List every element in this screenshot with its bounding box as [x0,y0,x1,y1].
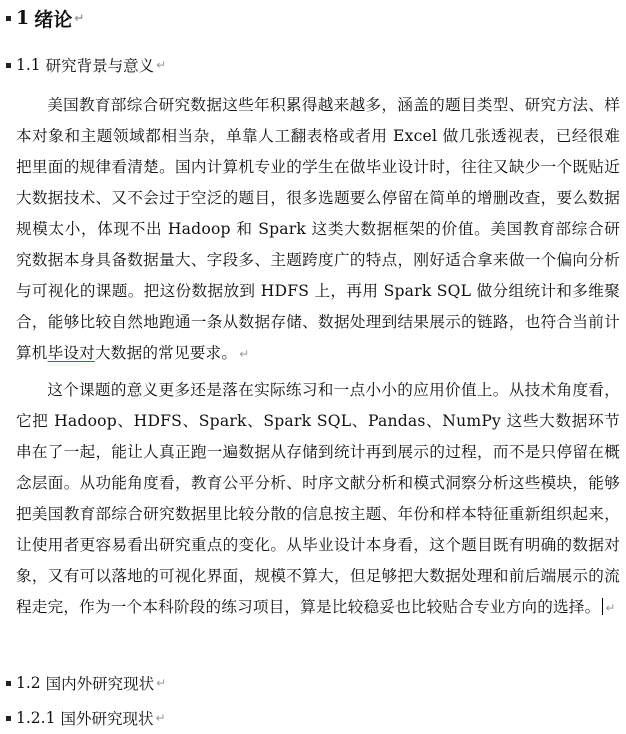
heading-bullet-icon [6,63,11,68]
heading-title: 绪论 [34,8,73,31]
underlined-text: 毕设对 [47,344,95,362]
paragraph-text: 这个课题的意义更多还是落在实际练习和一点小小的应用价值上。从技术角度看，它把 Hadoop、HDFS、Spark、Spark SQL、Pandas、NumPy 这些大数据环节串在了一起，能让人真正跑一遍数据从存储到统计再到展示的过程，而不是只停留在概念层面。从功能角度看，教育公平分析、时序文献分析和模式洞察分析这些模块，能够把美国教育部综合研究数据里比较分散的信息按主题、年份和样本特征重新组织起来，让使用者更容易看出研究重点的变化。从毕业设计本身看，这个题目既有明确的数据对象，又有可以落地的可视化界面，规模不算大，但足够把大数据处理和前后端展示的流程走完，作为一个本科阶段的练习项目，算是比较稳妥也比较贴合专业方向的选择。 [16,381,620,616]
heading-number: 1 [16,7,30,29]
heading-title: 国内外研究现状 [45,675,155,693]
heading-1-2-research-status[interactable] [0,670,166,696]
heading-bullet-icon [6,681,11,686]
paragraph-mark-icon: ↵ [156,58,167,72]
paragraph-mark-icon: ↵ [239,347,250,361]
paragraph-text: 大数据的常见要求。 [94,344,238,362]
paragraph-text: 美国教育部综合研究数据这些年积累得越来越多，涵盖的题目类型、研究方法、样本对象和主题领域都相当杂，单靠人工翻表格或者用 Excel 做几张透视表，已经很难把里面的规律看清楚。国内计算机专业的学生在做毕业设计时，往往又缺少一个既贴近大数据技术、又不会过于空泛的题目，很多选题要么停留在简单的增删改查，要么数据规模太小，体现不出 Hadoop 和 Spark 这类大数据框架的价值。美国教育部综合研究数据本身具备数据量大、字段多、主题跨度广的特点，刚好适合拿来做一个偏向分析与可视化的课题。把这份数据放到 HDFS 上，再用 Spark SQL 做分组统计和多维聚合，能够比较自然地跑通一条从数据存储、数据处理到结果展示的链路，也符合当前计算机 [16,96,620,362]
heading-1-intro[interactable] [0,3,84,33]
paragraph-mark-icon: ↵ [155,711,166,725]
body-paragraph-1[interactable] [16,90,620,369]
body-paragraph-2[interactable] [16,375,620,665]
heading-bullet-icon [6,716,11,721]
heading-title: 研究背景与意义 [45,57,155,75]
heading-1-1-background[interactable] [0,52,166,78]
paragraph-mark-icon: ↵ [605,601,616,615]
heading-number: 1.1 [16,56,41,74]
heading-bullet-icon [6,16,11,21]
heading-title: 国外研究现状 [60,710,154,728]
heading-number: 1.2 [16,674,41,692]
heading-number: 1.2.1 [16,709,56,727]
paragraph-mark-icon: ↵ [156,676,167,690]
paragraph-mark-icon: ↵ [74,11,85,25]
text-cursor-icon [602,598,603,615]
heading-1-2-1-foreign-status[interactable] [0,705,166,731]
